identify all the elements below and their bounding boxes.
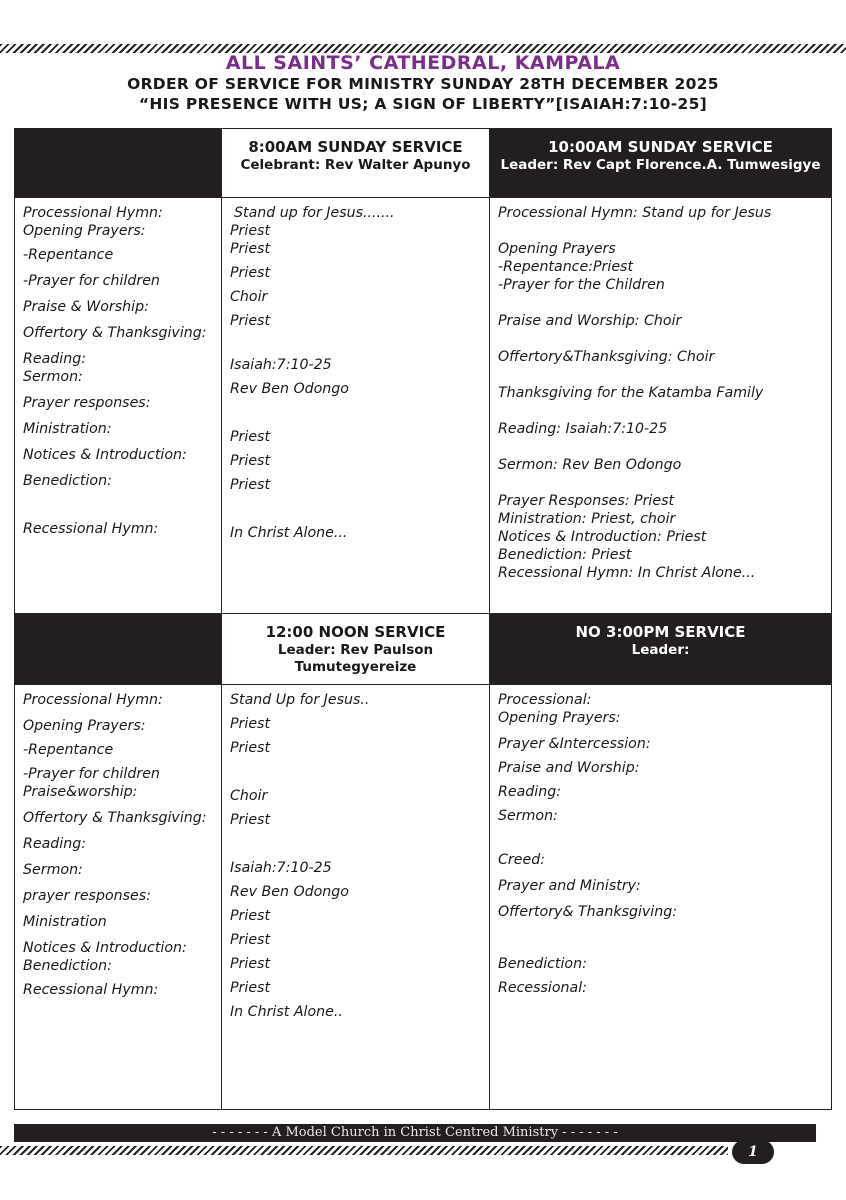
- list-item: Stand up for Jesus.......: [234, 205, 395, 221]
- list-item: Recessional Hymn:: [23, 982, 159, 998]
- list-item: Opening Prayers:: [23, 223, 146, 239]
- list-item: Choir: [230, 289, 268, 305]
- list-item: Reading:: [23, 351, 87, 367]
- list-item: Rev Ben Odongo: [230, 381, 349, 397]
- list-item: Priest: [230, 812, 271, 828]
- header-blank-cell-2: [15, 614, 222, 685]
- list-item: -Repentance: [23, 247, 114, 263]
- list-item: Praise and Worship:: [498, 760, 640, 776]
- order-of-service-table: [14, 128, 832, 1110]
- list-item: -Repentance: [23, 742, 114, 758]
- list-item: Thanksgiving for the Katamba Family: [498, 385, 764, 401]
- list-item: Isaiah:7:10-25: [230, 860, 332, 876]
- list-item: -Prayer for the Children: [498, 277, 665, 293]
- list-item: Sermon:: [23, 369, 83, 385]
- service-8am-celebrant: Celebrant: Rev Walter Apunyo: [240, 157, 471, 173]
- list-item: Reading:: [23, 836, 87, 852]
- list-item: Isaiah:7:10-25: [230, 357, 332, 373]
- list-item: Prayer responses:: [23, 395, 151, 411]
- benediction-value: Priest: [591, 547, 632, 563]
- service-noon-labels: [15, 685, 222, 1109]
- list-item: Processional Hymn:: [23, 205, 163, 221]
- notices-value: Priest: [666, 529, 707, 545]
- list-item: Priest: [230, 908, 271, 924]
- list-item: Priest: [230, 740, 271, 756]
- service-10am-leader: Leader: Rev Capt Florence.A. Tumwesigye: [500, 157, 821, 173]
- service-noon-details: [222, 685, 490, 1109]
- list-item: -Repentance:Priest: [498, 259, 634, 275]
- page-header: [0, 52, 846, 114]
- list-item: Priest: [230, 980, 271, 996]
- notices-label: Notices & Introduction:: [498, 529, 662, 545]
- service-noon-header: [222, 614, 490, 685]
- service-8am-title: 8:00AM SUNDAY SERVICE: [248, 138, 463, 156]
- service-8am-details: [222, 198, 490, 614]
- service-3pm-leader: Leader:: [631, 642, 690, 658]
- list-item: Praise&worship:: [23, 784, 138, 800]
- service-3pm-title: NO 3:00PM SERVICE: [575, 623, 746, 641]
- service-10am-title: 10:00AM SUNDAY SERVICE: [548, 138, 773, 156]
- list-item: Processional Hymn: Stand up for Jesus: [498, 205, 772, 221]
- list-item: Opening Prayers:: [23, 718, 146, 734]
- list-item: Offertory& Thanksgiving:: [498, 904, 678, 920]
- list-item: Recessional Hymn: In Christ Alone...: [498, 565, 756, 581]
- list-item: Praise and Worship: Choir: [498, 313, 682, 329]
- list-item: Sermon:: [498, 808, 558, 824]
- list-item: Creed:: [498, 852, 545, 868]
- list-item: -Prayer for children: [23, 273, 160, 289]
- list-item: Notices & Introduction:: [23, 447, 187, 463]
- service-8am-labels: [15, 198, 222, 614]
- list-item: Reading:: [498, 784, 562, 800]
- list-item: Processional Hymn:: [23, 692, 163, 708]
- list-item: In Christ Alone..: [230, 1004, 343, 1020]
- bottom-hatch-border: [0, 1146, 728, 1155]
- service-10am-header: [490, 129, 831, 198]
- list-item: Priest: [230, 956, 271, 972]
- list-item: Stand Up for Jesus..: [230, 692, 370, 708]
- benediction-label: Benediction:: [498, 547, 587, 563]
- list-item: Priest: [230, 223, 271, 239]
- list-item: Choir: [230, 788, 268, 804]
- list-item: Offertory & Thanksgiving:: [23, 810, 207, 826]
- list-item: Priest: [230, 313, 271, 329]
- service-noon-leader: Leader: Rev Paulson: [277, 642, 434, 658]
- list-item: Priest: [230, 241, 271, 257]
- list-item: Ministration: [23, 914, 107, 930]
- list-item: Opening Prayers: [498, 241, 616, 257]
- list-item: Sermon: Rev Ben Odongo: [498, 457, 682, 473]
- list-item: In Christ Alone...: [230, 525, 348, 541]
- list-item: Prayer and Ministry:: [498, 878, 641, 894]
- list-item: Priest: [230, 429, 271, 445]
- list-item: Reading: Isaiah:7:10-25: [498, 421, 668, 437]
- list-item: Sermon:: [23, 862, 83, 878]
- list-item: Prayer &Intercession:: [498, 736, 651, 752]
- list-item: prayer responses:: [23, 888, 151, 904]
- list-item: Praise & Worship:: [23, 299, 149, 315]
- service-3pm-details: [490, 685, 831, 1109]
- list-item: Ministration: Priest, choir: [498, 511, 676, 527]
- list-item: Benediction:: [23, 473, 112, 489]
- list-item: Prayer Responses: Priest: [498, 493, 675, 509]
- list-item: Notices & Introduction:: [23, 940, 187, 956]
- list-item: Recessional:: [498, 980, 587, 996]
- list-item: Offertory & Thanksgiving:: [23, 325, 207, 341]
- list-item: Offertory&Thanksgiving: Choir: [498, 349, 715, 365]
- service-noon-title: 12:00 NOON SERVICE: [265, 623, 446, 641]
- list-item: Opening Prayers:: [498, 710, 621, 726]
- page-number: 1: [732, 1140, 774, 1164]
- list-item: Priest: [230, 265, 271, 281]
- list-item: Ministration:: [23, 421, 112, 437]
- list-item: Priest: [230, 453, 271, 469]
- service-noon-leader-name: Tumutegyereize: [294, 659, 417, 675]
- list-item: Recessional Hymn:: [23, 521, 159, 537]
- service-10am-details: [490, 198, 831, 614]
- cathedral-name: ALL SAINTS’ CATHEDRAL, KAMPALA: [225, 52, 621, 74]
- service-theme: “HIS PRESENCE WITH US; A SIGN OF LIBERTY”[ISAIAH:7:10-25]: [138, 95, 708, 113]
- list-item: Priest: [230, 716, 271, 732]
- order-of-service-title: ORDER OF SERVICE FOR MINISTRY SUNDAY 28TH DECEMBER 2025: [127, 75, 719, 93]
- list-item: [498, 546, 831, 564]
- list-item: Benediction:: [23, 958, 112, 974]
- footer-motto-bar: - - - - - - - A Model Church in Christ Centred Ministry - - - - - - -: [14, 1124, 816, 1142]
- list-item: Processional:: [498, 692, 592, 708]
- list-item: Benediction:: [498, 956, 587, 972]
- list-item: Rev Ben Odongo: [230, 884, 349, 900]
- service-8am-header: [222, 129, 490, 198]
- list-item: Priest: [230, 932, 271, 948]
- header-blank-cell-1: [15, 129, 222, 198]
- list-item: -Prayer for children: [23, 766, 160, 782]
- service-3pm-header: [490, 614, 831, 685]
- list-item: Priest: [230, 477, 271, 493]
- list-item: [498, 528, 831, 546]
